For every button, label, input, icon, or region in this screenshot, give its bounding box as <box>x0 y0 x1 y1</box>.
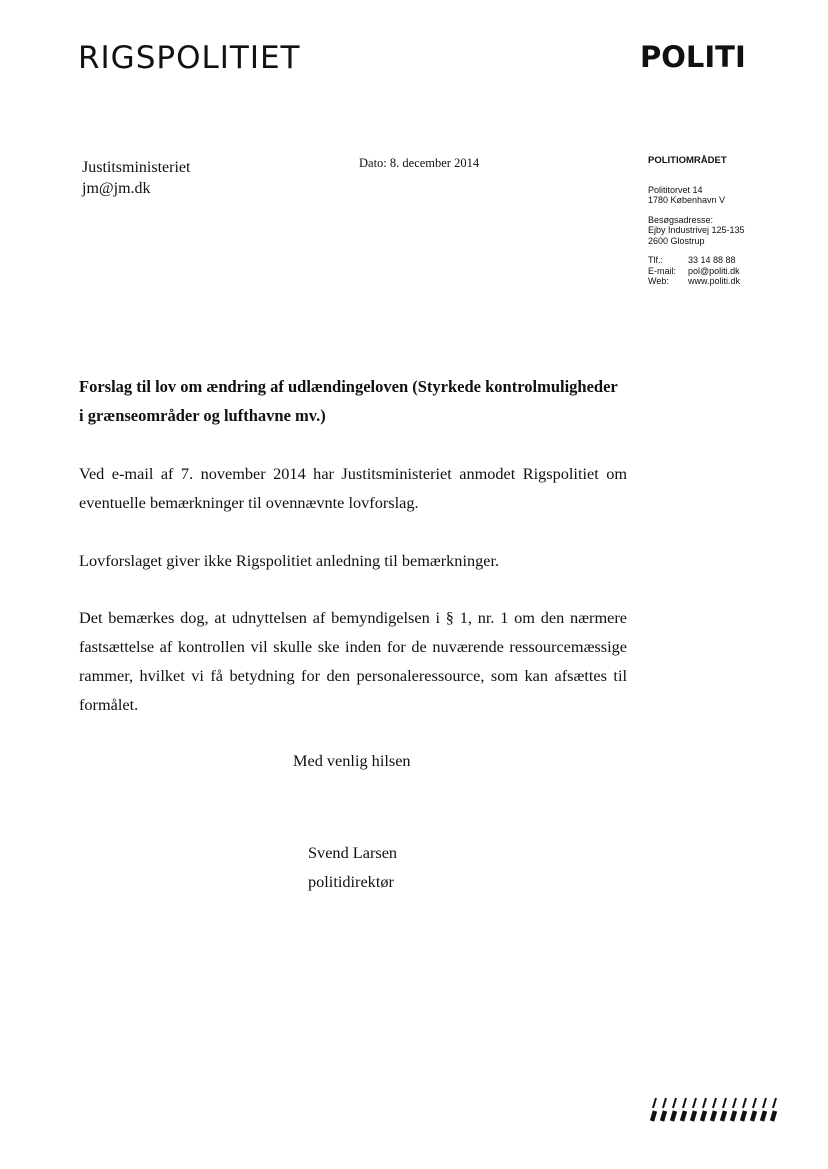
body-paragraph: Lovforslaget giver ikke Rigspolitiet anledning til bemærkninger. <box>79 551 500 570</box>
sender-address-line: Polititorvet 14 <box>648 184 703 195</box>
visit-address-line: 2600 Glostrup <box>648 235 705 246</box>
visit-address-line: Ejby Industrivej 125-135 <box>648 225 745 235</box>
phone-label: Tlf.: <box>648 255 663 265</box>
sender-postal-address <box>648 185 745 206</box>
subject-line: i grænseområder og lufthavne mv.) <box>79 406 326 425</box>
recipient-name: Justitsministeriet <box>82 159 191 176</box>
web-value: www.politi.dk <box>688 276 741 286</box>
phone-row <box>648 255 745 266</box>
sender-contact-details <box>648 255 745 287</box>
visit-address-label: Besøgsadresse: <box>648 214 714 225</box>
signer-title: politidirektør <box>308 872 394 891</box>
email-label: E-mail: <box>648 265 677 276</box>
subject-line: Forslag til lov om ændring af udlændingeloven (Styrkede kontrolmuligheder <box>79 377 618 396</box>
organization-title: RIGSPOLITIET <box>78 40 301 76</box>
web-label: Web: <box>648 276 669 286</box>
recipient-email: jm@jm.dk <box>82 180 151 197</box>
sender-visit-address <box>648 215 745 247</box>
sender-address-line: 1780 København V <box>648 195 726 205</box>
signature-block <box>308 838 397 896</box>
email-row <box>648 266 745 277</box>
web-row <box>648 276 745 287</box>
recipient-block <box>82 157 190 199</box>
body-paragraph: Ved e-mail af 7. november 2014 har Justitsministeriet anmodet Rigspolitiet om eventuelle bemærkninger til ovennævnte lovforslag. <box>79 464 627 512</box>
politi-logo: POLITI <box>640 40 746 74</box>
sender-department: POLITIOMRÅDET <box>648 155 727 166</box>
phone-value: 33 14 88 88 <box>688 255 736 265</box>
police-stripes-icon <box>650 1096 785 1122</box>
body-paragraph: Det bemærkes dog, at udnyttelsen af bemyndigelsen i § 1, nr. 1 om den nærmere fastsættelse af kontrollen vil skulle ske inden for de nuværende ressourcemæssige rammer, hvilket vi få betydning for den personaleressource, som kan afsættes til formålet. <box>79 608 627 714</box>
letter-subject <box>79 372 639 430</box>
closing-phrase: Med venlig hilsen <box>293 751 411 770</box>
signer-name: Svend Larsen <box>308 843 398 862</box>
letter-date: Dato: 8. december 2014 <box>359 156 480 170</box>
email-value: pol@politi.dk <box>688 265 740 276</box>
sender-contact-block <box>648 156 745 296</box>
